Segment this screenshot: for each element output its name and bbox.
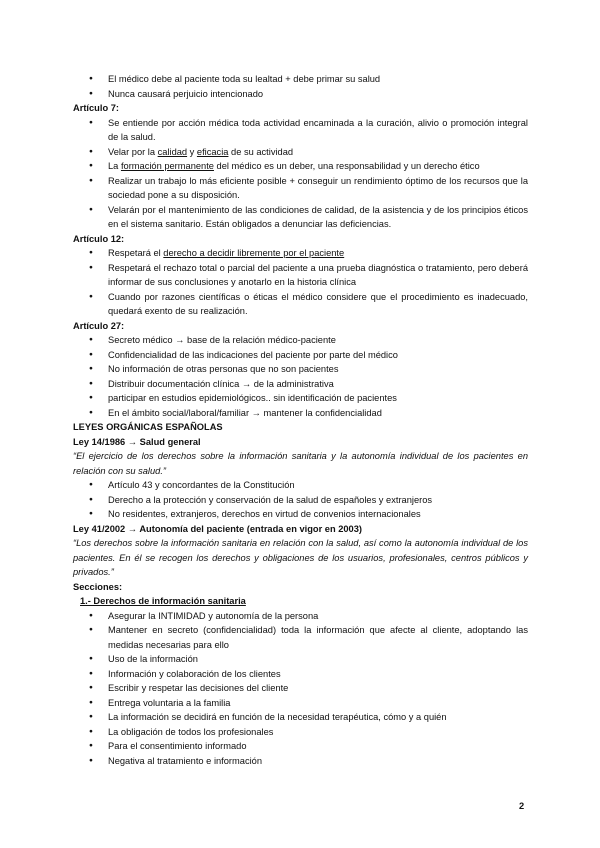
list-item: ● Se entiende por acción médica toda actividad encaminada a la curación, alivio o promoción integral de la salud.: [73, 116, 528, 145]
bullet-list: [73, 246, 528, 319]
section-heading: Artículo 27:: [73, 320, 125, 331]
list-item: ● Mantener en secreto (confidencialidad) toda la información que afecte al cliente, adoptando las medidas necesarias para ello: [73, 623, 528, 652]
list-item: ● La formación permanente del médico es un deber, una responsabilidad y un derecho ético: [73, 159, 528, 174]
subsection-title: 1.- Derechos de información sanitaria: [80, 596, 246, 606]
list-item: ● No información de otras personas que no son pacientes: [73, 362, 528, 377]
section-heading: Ley 14/1986 → Salud general: [73, 436, 201, 447]
law-quote: “Los derechos sobre la información sanitaria en relación con la salud, así como la autonomía individual de los pacientes. En él se recogen los derechos y obligaciones de los usuarios, profesionales, centros públicos y privados.”: [73, 538, 528, 577]
section-heading: Ley 41/2002 → Autonomía del paciente (entrada en vigor en 2003): [73, 523, 362, 534]
list-item: ● Respetará el rechazo total o parcial del paciente a una prueba diagnóstica o tratamiento, pero deberá informar de sus conclusiones y anotarlo en la historia clínica: [73, 261, 528, 290]
section-heading: Artículo 12:: [73, 233, 125, 244]
list-item: ● Confidencialidad de las indicaciones del paciente por parte del médico: [73, 348, 528, 363]
list-item: ● Velar por la calidad y eficacia de su actividad: [73, 145, 528, 160]
bullet-list: [73, 116, 528, 232]
list-item: ● En el ámbito social/laboral/familiar → mantener la confidencialidad: [73, 406, 528, 421]
list-item: ● La información se decidirá en función de la necesidad terapéutica, cómo y a quién: [73, 710, 528, 725]
document-body: [73, 72, 528, 768]
list-item: ● Información y colaboración de los clientes: [73, 667, 528, 682]
list-item: ● Respetará el derecho a decidir libremente por el paciente: [73, 246, 528, 261]
list-item: ● Derecho a la protección y conservación de la salud de españoles y extranjeros: [73, 493, 528, 508]
section-heading: Secciones:: [73, 581, 123, 592]
bullet-list: [73, 609, 528, 769]
underlined-text: formación permanente: [120, 161, 214, 171]
list-item: ● Escribir y respetar las decisiones del cliente: [73, 681, 528, 696]
list-item: ● Entrega voluntaria a la familia: [73, 696, 528, 711]
section-heading: LEYES ORGÁNICAS ESPAÑOLAS: [73, 422, 223, 432]
bullet-list: [73, 478, 528, 522]
section-heading: Artículo 7:: [73, 103, 119, 113]
law-quote: “El ejercicio de los derechos sobre la información sanitaria y la autonomía individual de los pacientes en relación con su salud.”: [73, 451, 528, 476]
list-item: ● Uso de la información: [73, 652, 528, 667]
bullet-list: [73, 72, 528, 101]
list-item: ● Artículo 43 y concordantes de la Constitución: [73, 478, 528, 493]
page-number: 2: [519, 801, 525, 811]
list-item: ● Para el consentimiento informado: [73, 739, 528, 754]
list-item: ● El médico debe al paciente toda su lealtad + debe primar su salud: [73, 72, 528, 87]
list-item: ● Asegurar la INTIMIDAD y autonomía de la persona: [73, 609, 528, 624]
bullet-list: [73, 333, 528, 420]
list-item: ● No residentes, extranjeros, derechos en virtud de convenios internacionales: [73, 507, 528, 522]
list-item: ● participar en estudios epidemiológicos.. sin identificación de pacientes: [73, 391, 528, 406]
list-item: ● Realizar un trabajo lo más eficiente posible + conseguir un rendimiento óptimo de los recursos que la sociedad pone a su disposición.: [73, 174, 528, 203]
underlined-text: derecho a decidir libremente por el paciente: [163, 248, 345, 258]
list-item: ● Velarán por el mantenimiento de las condiciones de calidad, de la asistencia y de los principios éticos en el sistema sanitario. Están obligados a denunciar las deficiencias.: [73, 203, 528, 232]
list-item: ● Negativa al tratamiento e información: [73, 754, 528, 769]
list-item: ● Distribuir documentación clínica → de la administrativa: [73, 377, 528, 392]
list-item: ● Nunca causará perjuicio intencionado: [73, 87, 528, 102]
list-item: ● Secreto médico → base de la relación médico-paciente: [73, 333, 528, 348]
list-item: ● Cuando por razones científicas o éticas el médico considere que el procedimiento es inadecuado, quedará exento de su realización.: [73, 290, 528, 319]
list-item: ● La obligación de todos los profesionales: [73, 725, 528, 740]
underlined-text: eficacia: [196, 146, 229, 157]
underlined-text: calidad: [157, 146, 188, 157]
